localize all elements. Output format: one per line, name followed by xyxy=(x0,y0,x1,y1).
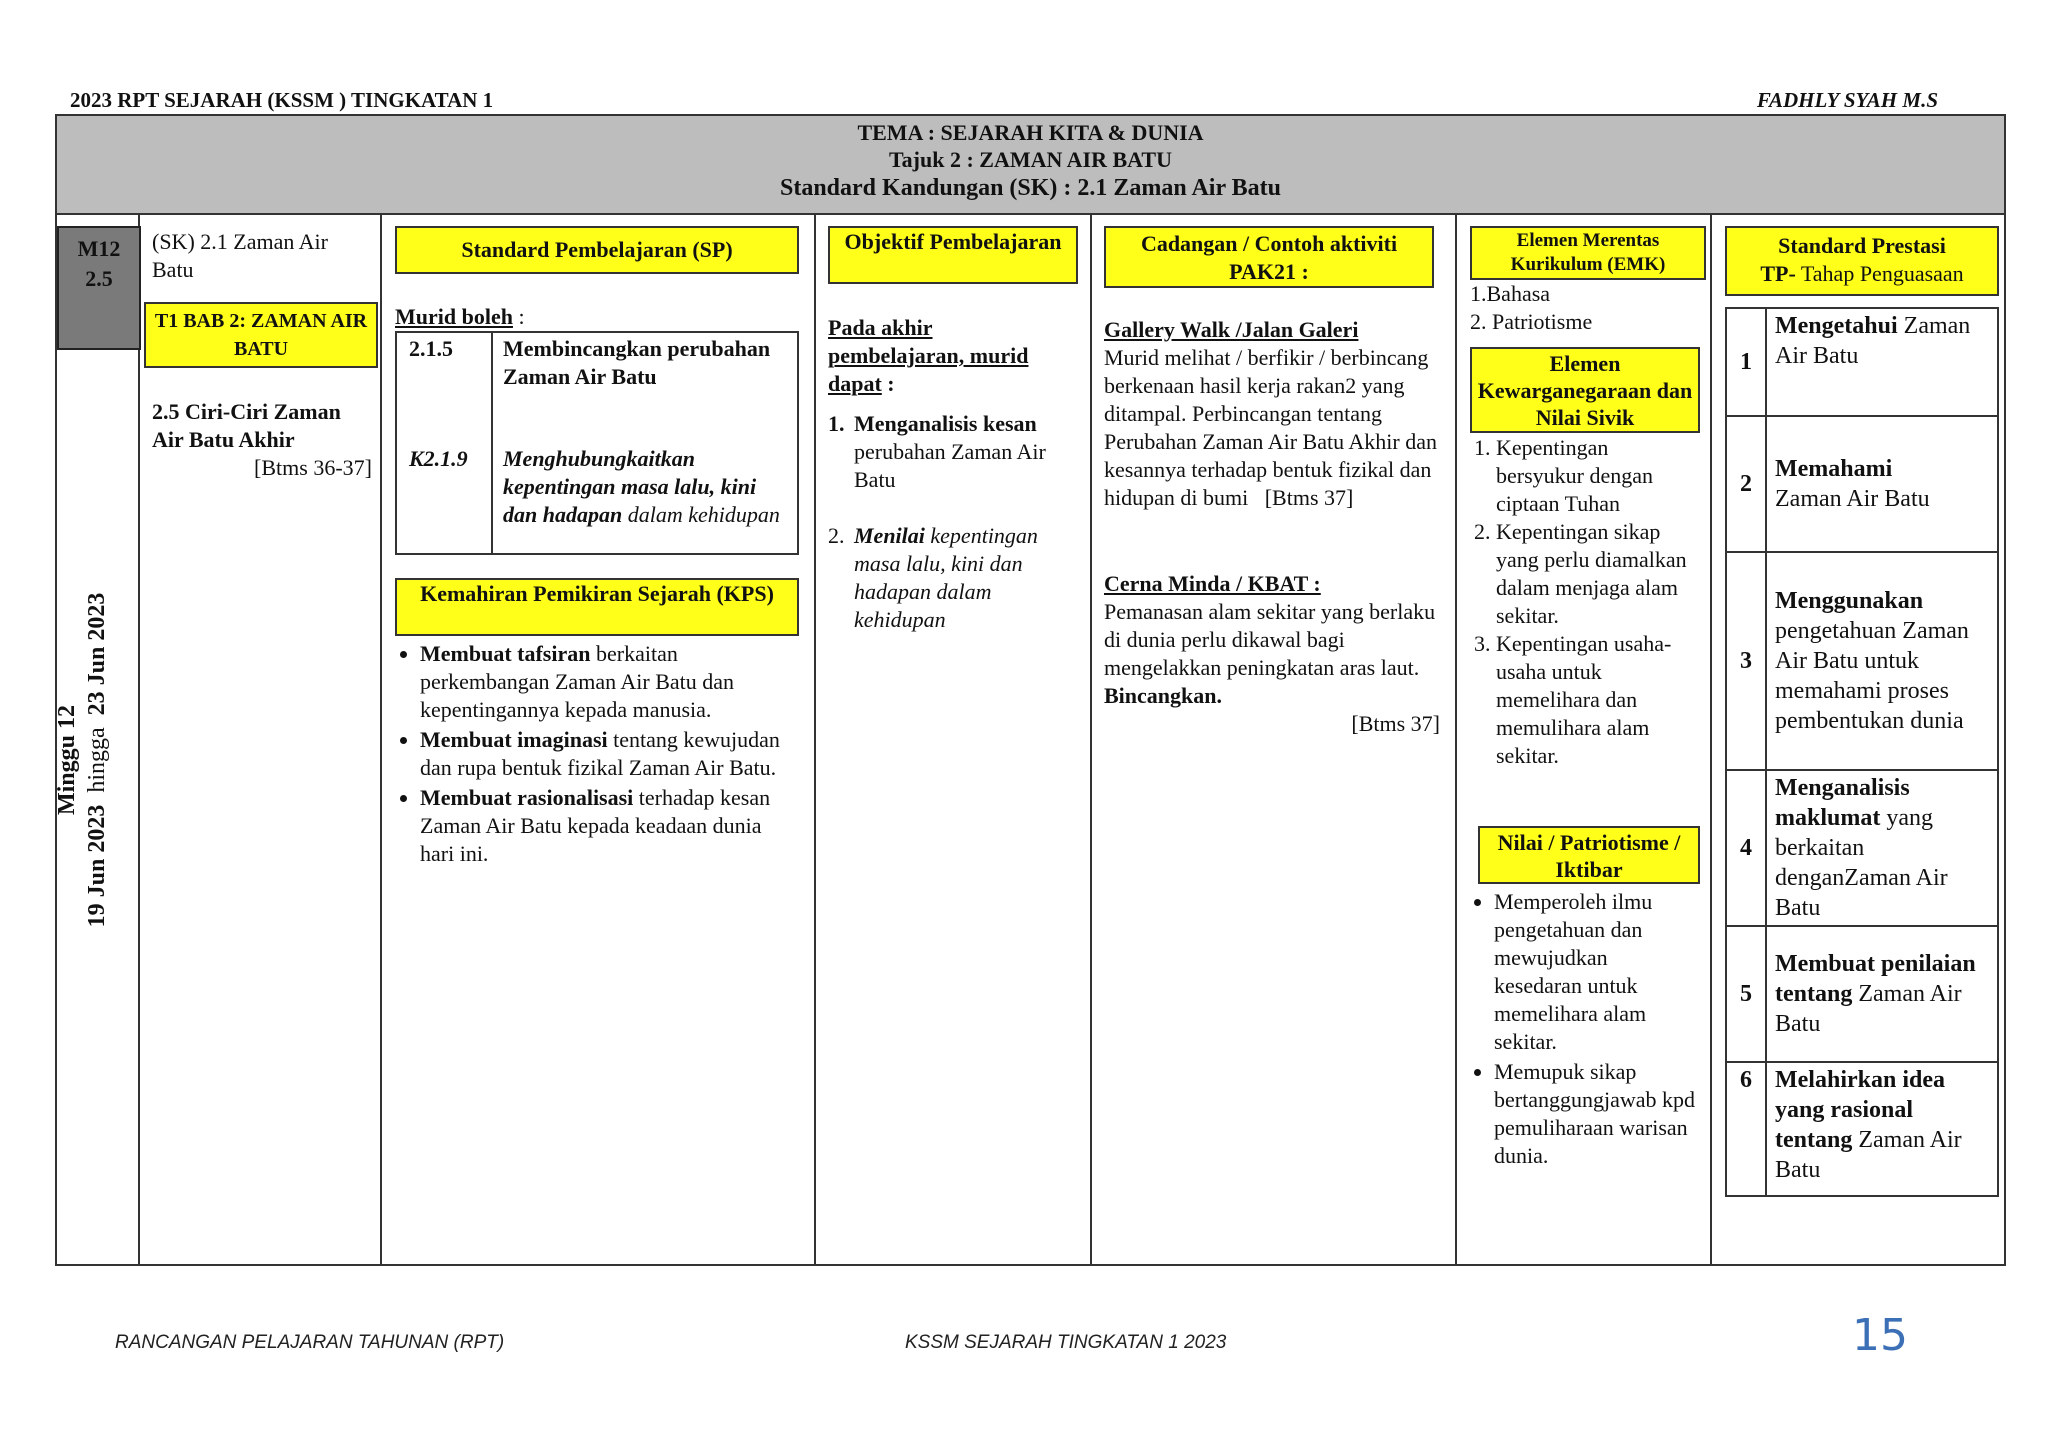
objektif-bold: Menganalisis kesan xyxy=(854,411,1037,436)
murid-boleh-colon: : xyxy=(512,304,525,329)
objektif-rest: perubahan Zaman Air Batu xyxy=(854,439,1046,492)
tp-bold: Mengetahui xyxy=(1775,313,1898,339)
tp-number: 1 xyxy=(1726,308,1766,416)
column-divider xyxy=(138,215,140,1266)
nilai-item: • Memperoleh ilmu pengetahuan dan mewujudkan kesedaran untuk memelihara alam sekitar. xyxy=(1494,888,1700,1056)
ekns-item: 3. Kepentingan usaha-usaha untuk memelihara dan memulihara alam sekitar. xyxy=(1496,630,1698,770)
activity-text: Murid melihat / berfikir / berbincang berkenaan hasil kerja rakan2 yang ditampal. Perbincangan tentang Perubahan Zaman Air Batu Akhir dan kesannya terhadap bentuk fizikal dan hidupan di bumi xyxy=(1104,345,1437,510)
kps-item xyxy=(420,640,796,724)
tp-rest: Zaman Air Batu xyxy=(1775,313,1971,369)
bab-label: T1 BAB 2: ZAMAN AIR BATU xyxy=(144,302,378,368)
sp-code: K2.1.9 xyxy=(409,446,468,471)
tp-bold: Memahami xyxy=(1775,456,1893,482)
murid-boleh-label: Murid boleh xyxy=(395,304,513,329)
objektif-item xyxy=(828,410,1083,494)
tp-heading-title: Standard Prestasi xyxy=(1778,233,1946,258)
objektif-intro-colon: : xyxy=(881,371,895,396)
aktiviti-heading: Cadangan / Contoh aktiviti PAK21 : xyxy=(1104,226,1434,288)
week-label: Minggu 12 xyxy=(54,704,80,816)
kbat-title: Cerna Minda / KBAT : xyxy=(1104,571,1321,596)
tp-rest: pengetahuan Zaman Air Batu untuk memahami proses pembentukan dunia xyxy=(1775,618,1969,734)
tp-row xyxy=(1726,1062,1998,1196)
tp-heading-rest: Tahap Penguasaan xyxy=(1795,261,1964,286)
document-header-title: 2023 RPT SEJARAH (KSSM ) TINGKATAN 1 xyxy=(70,88,494,112)
tp-row xyxy=(1726,552,1998,770)
tp-rest: Zaman Air Batu xyxy=(1775,981,1962,1037)
page-number: 15 xyxy=(1852,1310,1908,1361)
objektif-intro-text: Pada akhir pembelajaran, murid dapat xyxy=(828,315,1029,396)
kps-item xyxy=(420,726,796,782)
kps-item-bold: Membuat imaginasi xyxy=(420,727,608,752)
objektif-num: 2. xyxy=(828,523,845,548)
sp-code: 2.1.5 xyxy=(409,336,453,361)
activity-title: Gallery Walk /Jalan Galeri xyxy=(1104,317,1359,342)
document-author: FADHLY SYAH M.S xyxy=(1756,88,1938,112)
objektif-intro xyxy=(828,314,1073,398)
tp-bold: Menggunakan xyxy=(1775,588,1924,614)
tp-bold: Membuat penilaian tentang xyxy=(1775,951,1976,1007)
activity-reference: [Btms 37] xyxy=(1264,485,1354,510)
footer-left: RANCANGAN PELAJARAN TAHUNAN (RPT) xyxy=(115,1332,505,1353)
tp-rest: Zaman Air Batu xyxy=(1775,486,1930,512)
kps-item-rest: terhadap kesan Zaman Air Batu kepada keadaan dunia hari ini. xyxy=(420,785,771,866)
tp-row xyxy=(1726,308,1998,416)
date-end: 23 Jun 2023 xyxy=(84,592,110,716)
tp-bold: Melahirkan idea yang rasional tentang xyxy=(1775,1067,1946,1153)
kps-list xyxy=(396,640,796,870)
nilai-list xyxy=(1470,888,1700,1172)
sp-text xyxy=(503,445,793,529)
kps-item xyxy=(420,784,796,868)
date-connector: hingga xyxy=(84,727,110,793)
tema-title: TEMA : SEJARAH KITA & DUNIA xyxy=(857,120,1204,145)
objektif-heading: Objektif Pembelajaran xyxy=(828,226,1078,284)
tp-description xyxy=(1766,416,1998,552)
kbat-text: Pemanasan alam sekitar yang berlaku di dunia perlu dikawal bagi mengelakkan peningkatan aras laut. xyxy=(1104,599,1436,680)
tp-row xyxy=(1726,770,1998,926)
tp-number: 5 xyxy=(1726,926,1766,1062)
tp-number: 4 xyxy=(1726,770,1766,926)
week-code-box xyxy=(57,226,141,350)
tp-rest: Zaman Air Batu xyxy=(1775,1127,1962,1183)
tajuk-title: Tajuk 2 : ZAMAN AIR BATU xyxy=(889,147,1172,172)
ekns-heading: Elemen Kewarganegaraan dan Nilai Sivik xyxy=(1470,347,1700,433)
kps-heading: Kemahiran Pemikiran Sejarah (KPS) xyxy=(395,578,799,636)
nilai-item: • Memupuk sikap bertanggungjawab kpd pemuliharaan warisan dunia. xyxy=(1494,1058,1700,1170)
sp-text-rest: dalam kehidupan xyxy=(622,502,780,527)
murid-boleh xyxy=(395,303,525,331)
week-code: M12 xyxy=(77,236,121,261)
objektif-item xyxy=(828,522,1083,634)
tp-heading-abbr: TP- xyxy=(1760,261,1796,286)
standard-kandungan-title: Standard Kandungan (SK) : 2.1 Zaman Air Batu xyxy=(779,175,1282,201)
column-divider xyxy=(1455,215,1457,1266)
tp-description xyxy=(1766,926,1998,1062)
tp-description xyxy=(1766,1062,1998,1196)
ekns-item: 1. Kepentingan bersyukur dengan ciptaan Tuhan xyxy=(1496,434,1698,518)
tp-bold: Menganalisis maklumat xyxy=(1775,775,1910,831)
kps-item-bold: Membuat rasionalisasi xyxy=(420,785,634,810)
column-divider xyxy=(1710,215,1712,1266)
sp-heading: Standard Pembelajaran (SP) xyxy=(395,226,799,274)
ekns-item: 2. Kepentingan sikap yang perlu diamalkan dalam menjaga alam sekitar. xyxy=(1496,518,1698,630)
kps-item-rest: tentang kewujudan dan rupa bentuk fizikal Zaman Air Batu. xyxy=(420,727,780,780)
sp-table xyxy=(395,331,799,555)
column-divider xyxy=(814,215,816,1266)
topic-reference: [Btms 36-37] xyxy=(254,455,372,480)
emk-heading: Elemen Merentas Kurikulum (EMK) xyxy=(1470,226,1706,280)
week-number: 2.5 xyxy=(85,266,113,291)
sp-table-divider xyxy=(491,333,493,553)
activity-description xyxy=(1104,344,1444,512)
ekns-list xyxy=(1468,434,1698,770)
emk-item: 1.Bahasa xyxy=(1470,281,1551,306)
tp-number: 6 xyxy=(1726,1062,1766,1196)
theme-banner xyxy=(57,116,2004,215)
sp-text-bold: Menghubungkaitkan kepentingan masa lalu, kini dan hadapan xyxy=(503,446,757,527)
tp-rest: yang berkaitan denganZaman Air Batu xyxy=(1775,805,1948,921)
objektif-num: 1. xyxy=(828,411,845,436)
tp-levels-table xyxy=(1725,307,1999,1197)
topic-title: 2.5 Ciri-Ciri Zaman Air Batu Akhir xyxy=(152,399,341,452)
column-divider xyxy=(1090,215,1092,1266)
tp-row xyxy=(1726,416,1998,552)
tp-heading xyxy=(1725,226,1999,296)
tp-number: 3 xyxy=(1726,552,1766,770)
footer-center: KSSM SEJARAH TINGKATAN 1 2023 xyxy=(905,1332,1227,1353)
objektif-bold: Menilai xyxy=(854,523,925,548)
sp-text: Membincangkan perubahan Zaman Air Batu xyxy=(503,336,771,389)
nilai-heading: Nilai / Patriotisme / Iktibar xyxy=(1478,826,1700,884)
date-start: 19 Jun 2023 xyxy=(84,804,110,928)
kbat-description xyxy=(1104,598,1444,710)
week-date-range xyxy=(52,593,112,928)
objektif-rest: kepentingan masa lalu, kini dan hadapan dalam kehidupan xyxy=(854,523,1038,632)
tp-description xyxy=(1766,308,1998,416)
tp-number: 2 xyxy=(1726,416,1766,552)
column-divider xyxy=(380,215,382,1266)
kps-item-rest: berkaitan perkembangan Zaman Air Batu dan kepentingannya kepada manusia. xyxy=(420,641,735,722)
kbat-text-bold: Bincangkan. xyxy=(1104,683,1222,708)
emk-item: 2. Patriotisme xyxy=(1470,309,1593,334)
tp-description xyxy=(1766,552,1998,770)
sk-text: (SK) 2.1 Zaman Air Batu xyxy=(152,229,328,282)
plan-table xyxy=(55,114,2006,1266)
kbat-reference: [Btms 37] xyxy=(1351,711,1440,736)
tp-row xyxy=(1726,926,1998,1062)
tp-description xyxy=(1766,770,1998,926)
kps-item-bold: Membuat tafsiran xyxy=(420,641,591,666)
